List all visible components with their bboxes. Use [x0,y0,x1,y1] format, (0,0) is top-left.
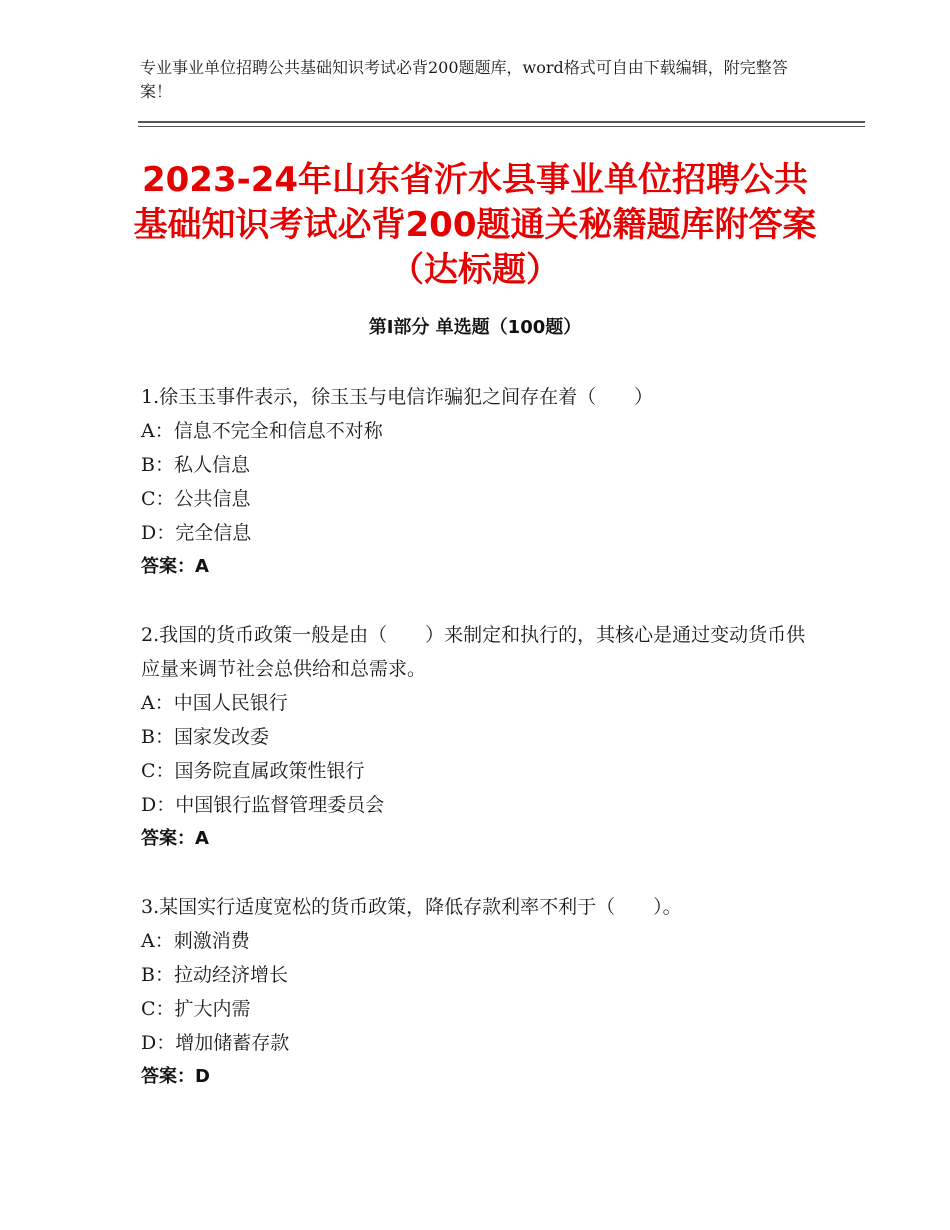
option-b: B：拉动经济增长 [141,964,288,986]
question-3 [141,890,821,1094]
option-c: C：扩大内需 [141,998,251,1020]
question-1 [141,380,821,584]
document-title: 2023-24年山东省沂水县事业单位招聘公共基础知识考试必背200题通关秘籍题库附答案（达标题） [133,160,817,290]
question-stem: 2.我国的货币政策一般是由（ ）来制定和执行的，其核心是通过变动货币供应量来调节社会总供给和总需求。 [141,624,806,680]
header-rule-thick [138,121,865,123]
question-list [141,380,821,1128]
answer: 答案：A [141,556,209,577]
option-b: B：私人信息 [141,454,250,476]
option-a: A：信息不完全和信息不对称 [141,420,383,442]
question-stem: 3.某国实行适度宽松的货币政策，降低存款利率不利于（ ）。 [141,896,682,918]
option-b: B：国家发改委 [141,726,269,748]
option-c: C：公共信息 [141,488,251,510]
answer: 答案：A [141,828,209,849]
option-d: D：完全信息 [141,522,252,544]
option-c: C：国务院直属政策性银行 [141,760,365,782]
question-2 [141,618,821,856]
question-stem: 1.徐玉玉事件表示，徐玉玉与电信诈骗犯之间存在着（ ） [141,386,654,408]
header-note: 专业事业单位招聘公共基础知识考试必背200题题库，word格式可自由下载编辑，附完整答案！ [140,58,788,101]
option-a: A：中国人民银行 [141,692,288,714]
header-rule-thin [138,126,865,127]
option-d: D：中国银行监督管理委员会 [141,794,385,816]
section-title: 第Ⅰ部分 单选题（100题） [368,317,582,338]
option-a: A：刺激消费 [141,930,250,952]
option-d: D：增加储蓄存款 [141,1032,290,1054]
answer: 答案：D [141,1066,210,1087]
